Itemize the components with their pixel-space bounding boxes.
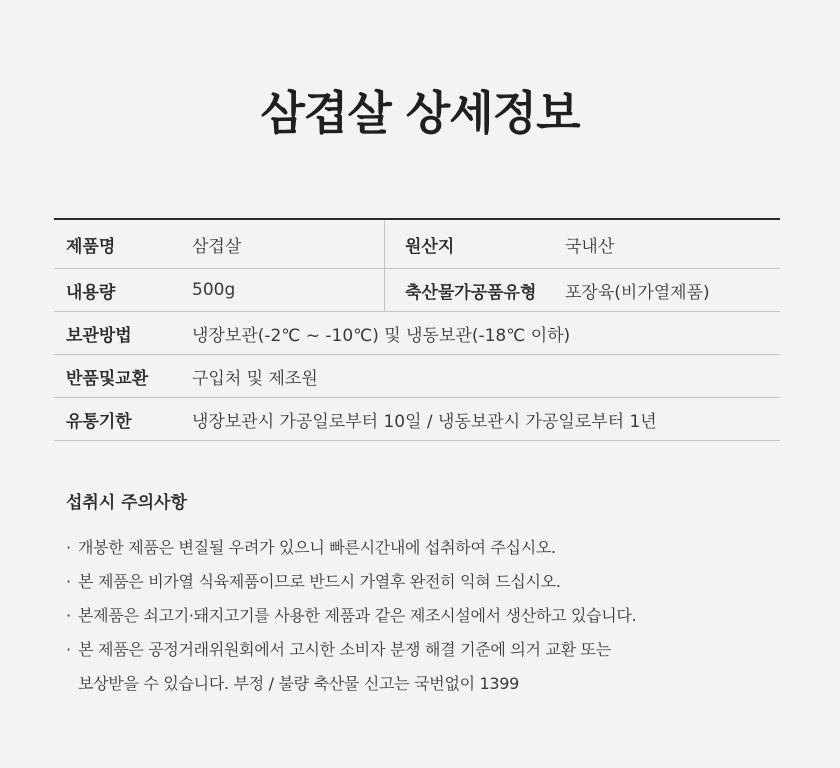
spec-label-return: 반품및교환	[54, 355, 192, 398]
caution-text: 본 제품은 비가열 식육제품이므로 반드시 가열후 완전히 익혀 드십시오.	[78, 572, 561, 591]
spec-label-product-name: 제품명	[54, 219, 192, 269]
caution-list	[66, 531, 786, 701]
spec-value-storage: 냉장보관(-2℃ ~ -10℃) 및 냉동보관(-18℃ 이하)	[192, 312, 780, 355]
spec-label-weight: 내용량	[54, 269, 192, 312]
caution-text: 본 제품은 공정거래위원회에서 고시한 소비자 분쟁 해결 기준에 의거 교환 또는	[78, 640, 611, 659]
spec-label-origin: 원산지	[385, 219, 566, 269]
spec-label-expiry: 유통기한	[54, 398, 192, 441]
list-item	[66, 599, 786, 633]
spec-value-product-type: 포장육(비가열제품)	[565, 269, 780, 312]
page-title: 삼겹살 상세정보	[260, 86, 580, 140]
bullet-icon: ·	[66, 606, 71, 625]
spec-value-expiry: 냉장보관시 가공일로부터 10일 / 냉동보관시 가공일로부터 1년	[192, 398, 780, 441]
spec-value-return: 구입처 및 제조원	[192, 355, 780, 398]
table-row	[54, 219, 780, 269]
list-item	[66, 565, 786, 599]
spec-label-storage: 보관방법	[54, 312, 192, 355]
spec-value-product-name: 삼겹살	[192, 219, 385, 269]
bullet-icon: ·	[66, 538, 71, 557]
spec-value-weight: 500g	[192, 269, 385, 312]
spec-label-product-type: 축산물가공품유형	[385, 269, 566, 312]
spec-value-origin: 국내산	[565, 219, 780, 269]
table-row	[54, 355, 780, 398]
bullet-icon: ·	[66, 640, 71, 659]
list-item	[66, 633, 786, 701]
bullet-icon: ·	[66, 572, 71, 591]
table-row	[54, 269, 780, 312]
table-row	[54, 312, 780, 355]
caution-text: 본제품은 쇠고기·돼지고기를 사용한 제품과 같은 제조시설에서 생산하고 있습니다.	[78, 606, 637, 625]
caution-text-continued: 보상받을 수 있습니다. 부정 / 불량 축산물 신고는 국번없이 1399	[78, 674, 520, 693]
caution-title: 섭취시 주의사항	[66, 493, 187, 513]
caution-text: 개봉한 제품은 변질될 우려가 있으니 빠른시간내에 섭취하여 주십시오.	[78, 538, 556, 557]
list-item	[66, 531, 786, 565]
product-spec-table	[54, 218, 780, 441]
caution-section	[66, 488, 786, 701]
table-row	[54, 398, 780, 441]
